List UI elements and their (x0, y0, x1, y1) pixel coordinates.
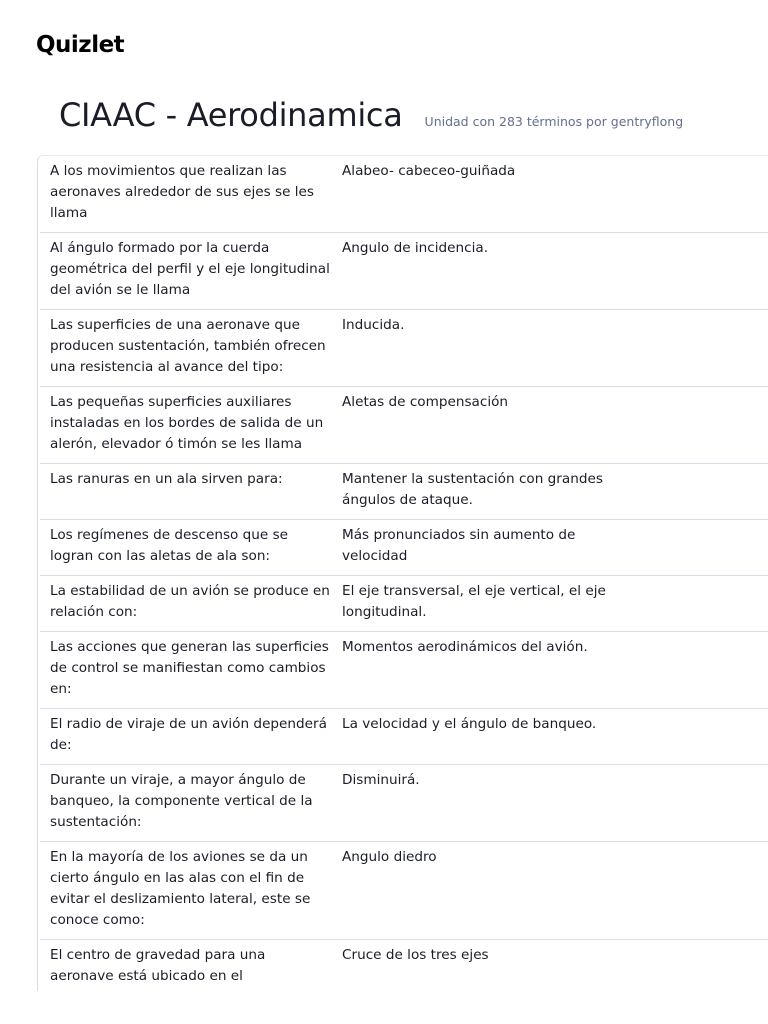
term-row (40, 940, 768, 995)
set-header (59, 96, 768, 134)
definition-text: Momentos aerodinámicos del avión. (342, 639, 588, 655)
definition-text: Mantener la sustentación con grandes ángulos de ataque. (342, 471, 603, 508)
term-text: La estabilidad de un avión se produce en relación con: (50, 583, 330, 620)
definition-text: Aletas de compensación (342, 394, 509, 410)
set-meta (425, 114, 684, 129)
term-text: En la mayoría de los aviones se da un cierto ángulo en las alas con el fin de evitar el deslizamiento lateral, este se conoce como: (50, 849, 311, 928)
terms-card (37, 155, 768, 991)
term-row (40, 464, 768, 520)
definition-text: La velocidad y el ángulo de banqueo. (342, 716, 597, 732)
definition-text: Más pronunciados sin aumento de velocidad (342, 527, 576, 564)
term-row (40, 310, 768, 387)
term-row (40, 233, 768, 310)
term-text: Las superficies de una aeronave que producen sustentación, también ofrecen una resistencia al avance del tipo: (50, 317, 326, 375)
term-text: Las ranuras en un ala sirven para: (50, 471, 283, 487)
term-text: Al ángulo formado por la cuerda geométrica del perfil y el eje longitudinal del avión se le llama (50, 240, 330, 298)
definition-text: Disminuirá. (342, 772, 420, 788)
term-text: El radio de viraje de un avión dependerá de: (50, 716, 327, 753)
term-row (40, 765, 768, 842)
term-row (40, 709, 768, 765)
term-text: Las pequeñas superficies auxiliares instaladas en los bordes de salida de un alerón, elevador ó timón se les llama (50, 394, 324, 452)
term-row (40, 632, 768, 709)
term-text: El centro de gravedad para una aeronave está ubicado en el (50, 947, 266, 984)
term-row (40, 156, 768, 233)
set-title: CIAAC - Aerodinamica (59, 96, 403, 134)
author-link[interactable]: gentryflong (610, 114, 684, 129)
term-text: A los movimientos que realizan las aeronaves alrededor de sus ejes se les llama (50, 163, 314, 221)
set-meta-prefix: Unidad con 283 términos por (424, 114, 611, 129)
term-text: Las acciones que generan las superficies de control se manifiestan como cambios en: (50, 639, 329, 697)
definition-text: Cruce de los tres ejes (342, 947, 489, 963)
term-row (40, 520, 768, 576)
terms-list (38, 156, 768, 995)
term-text: Los regímenes de descenso que se logran con las aletas de ala son: (50, 527, 289, 564)
definition-text: El eje transversal, el eje vertical, el eje longitudinal. (342, 583, 606, 620)
definition-text: Angulo de incidencia. (342, 240, 489, 256)
definition-text: Inducida. (342, 317, 405, 333)
term-row (40, 387, 768, 464)
term-text: Durante un viraje, a mayor ángulo de banqueo, la componente vertical de la sustentación: (50, 772, 313, 830)
definition-text: Alabeo- cabeceo-guiñada (342, 163, 516, 179)
term-row (40, 842, 768, 940)
definition-text: Angulo diedro (342, 849, 437, 865)
term-row (40, 576, 768, 632)
quizlet-logo[interactable]: Quizlet (36, 32, 125, 58)
